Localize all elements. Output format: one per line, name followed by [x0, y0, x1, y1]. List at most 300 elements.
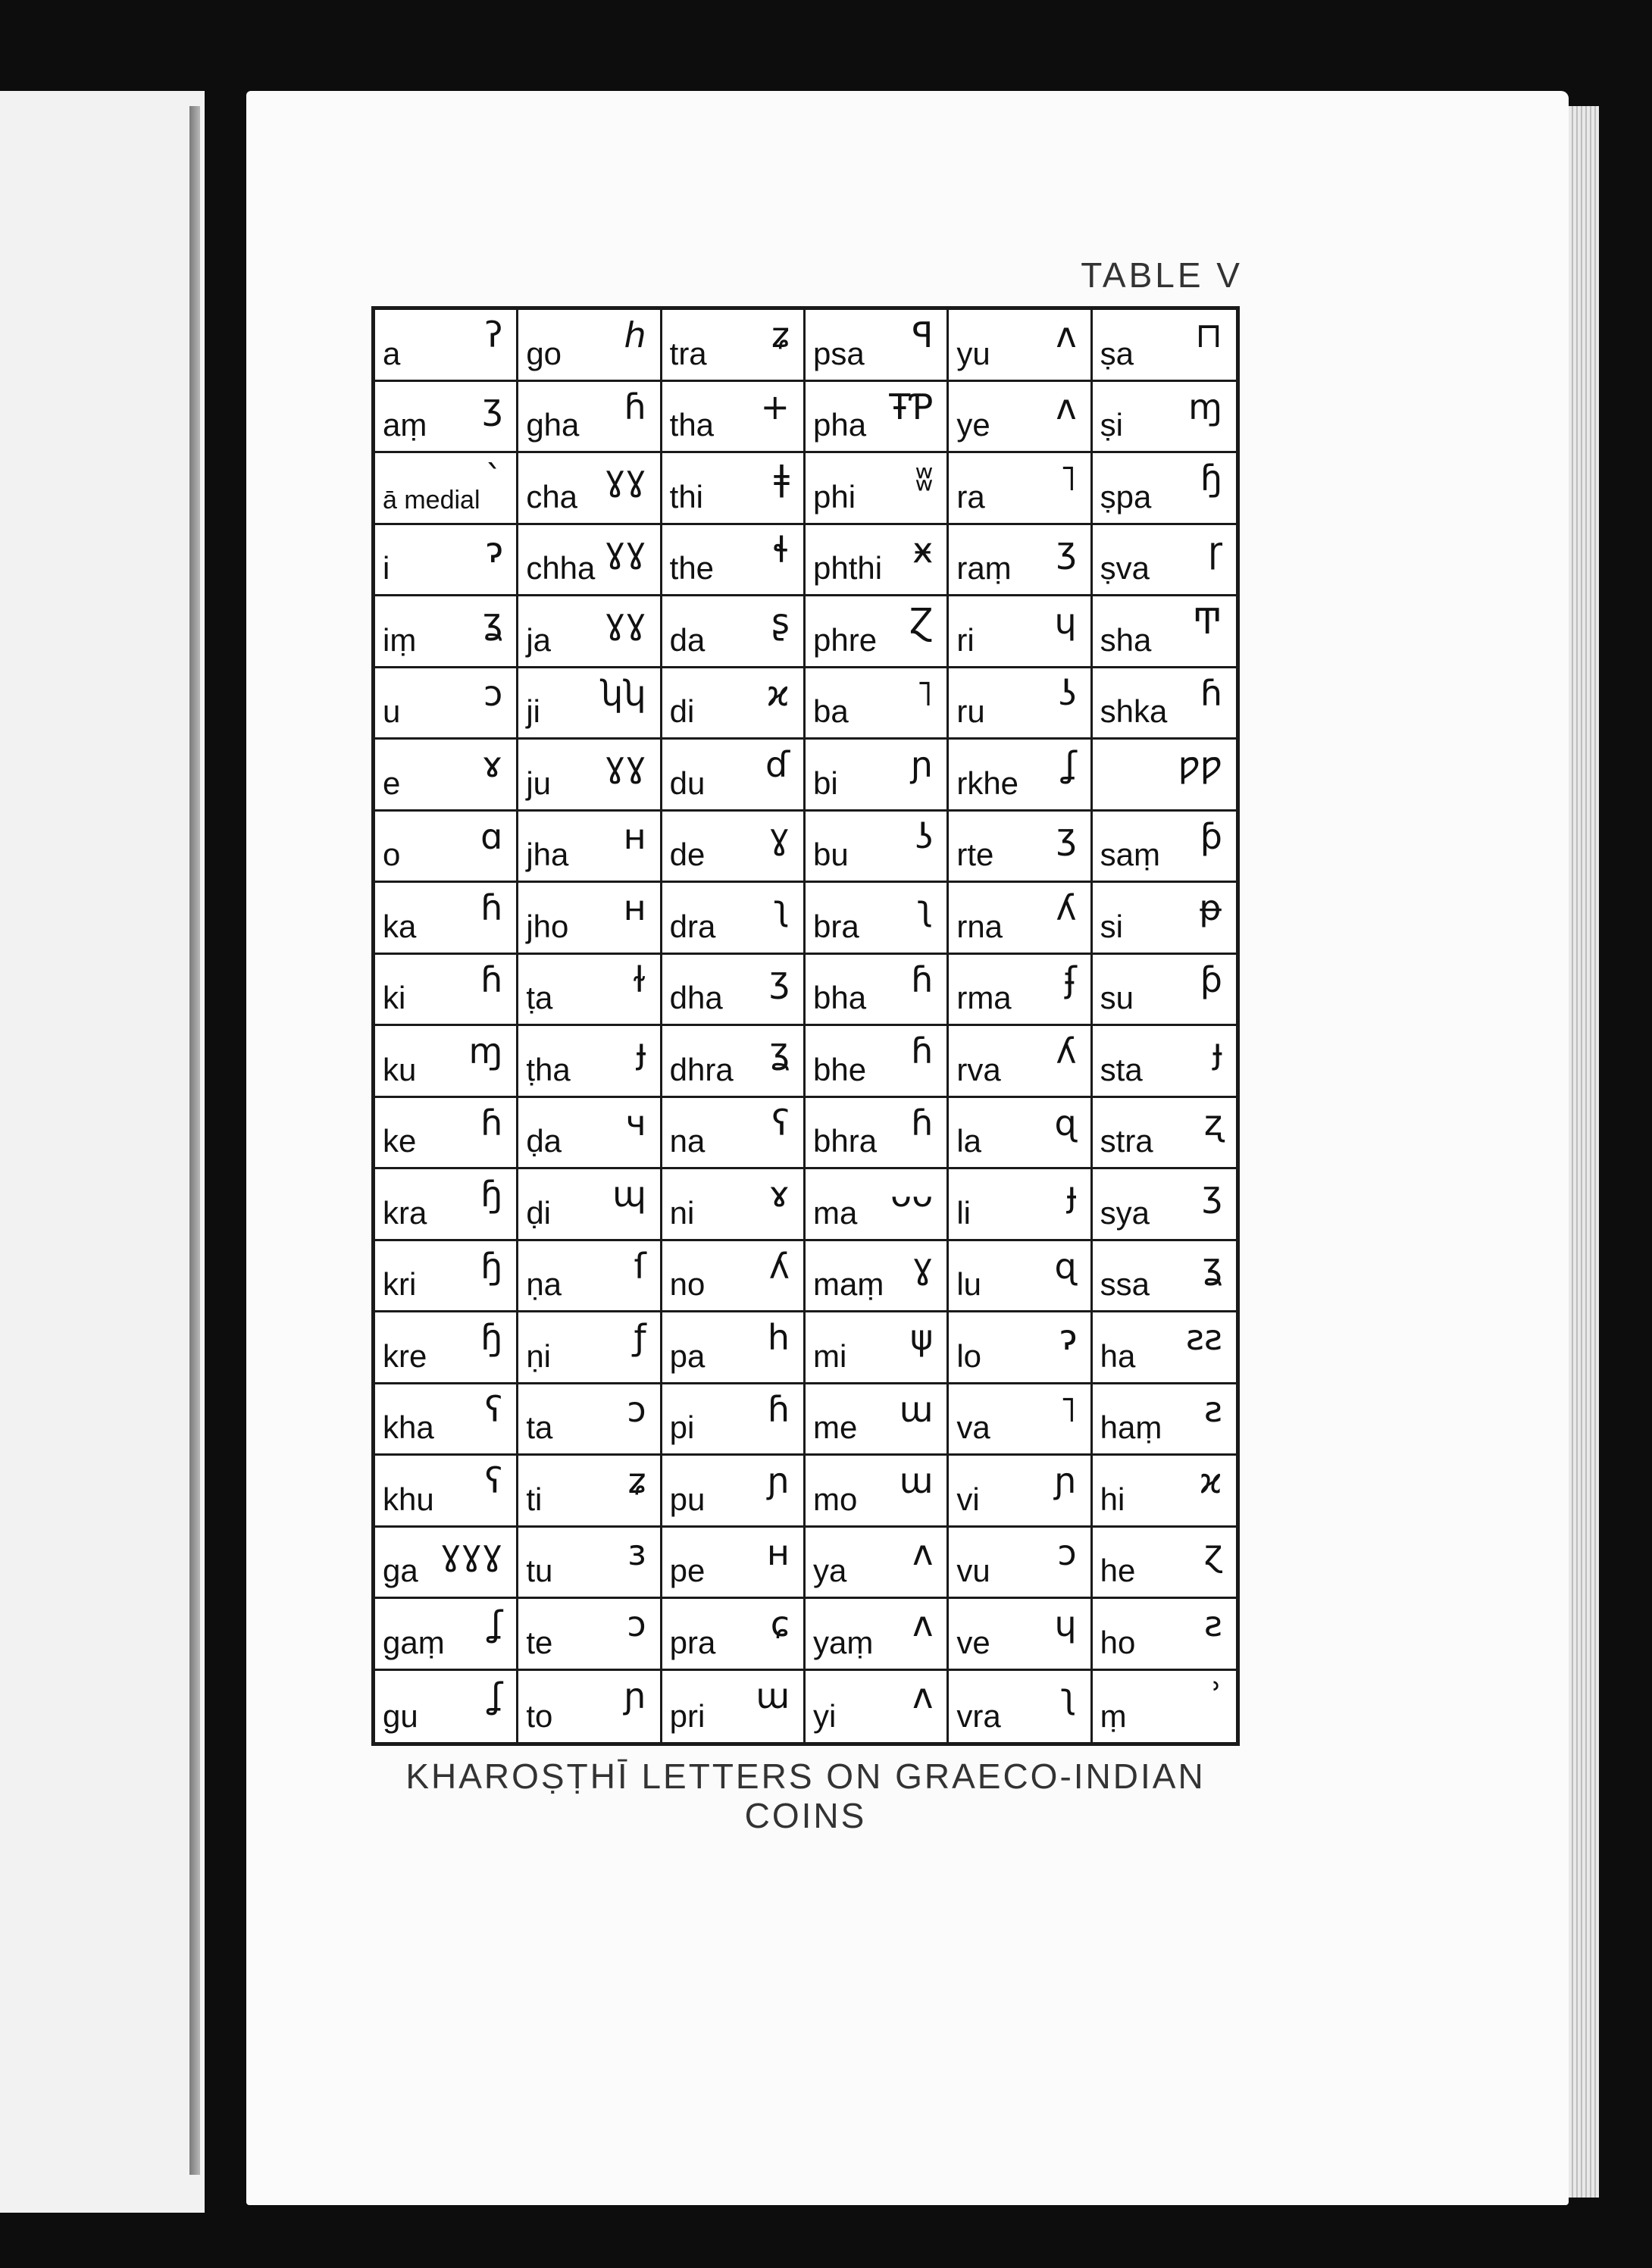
- kharosthi-glyph: ɑ: [480, 815, 503, 857]
- kharosthi-glyph: ʕ: [771, 1102, 790, 1143]
- transliteration-label: to: [526, 1698, 553, 1734]
- kharosthi-glyph: ʾ: [1211, 1675, 1222, 1716]
- kharosthi-glyph: ɲ: [623, 1675, 646, 1716]
- kharosthi-glyph: ʎ: [768, 1245, 790, 1287]
- table-cell: [949, 453, 1092, 525]
- kharosthi-glyph: ⊓: [1195, 314, 1222, 355]
- transliteration-label: shka: [1100, 693, 1168, 729]
- table-cell: [375, 955, 518, 1027]
- kharosthi-glyph: ɣɣ: [604, 529, 646, 571]
- table-cell: [662, 1026, 806, 1098]
- kharosthi-glyph: ɟ: [636, 1031, 646, 1071]
- kharosthi-glyph: ɧ: [480, 1174, 503, 1215]
- table-cell: [662, 1312, 806, 1384]
- table-cell: [1093, 525, 1236, 597]
- table-cell: [375, 1098, 518, 1170]
- table-cell: [1093, 1384, 1236, 1456]
- kharosthi-glyph: ɧ: [480, 1245, 503, 1287]
- kharosthi-glyph: ɼ: [1208, 529, 1222, 571]
- table-cell: [662, 955, 806, 1027]
- kharosthi-glyph: ʒ: [769, 959, 790, 1000]
- table-cell: [1093, 382, 1236, 454]
- kharosthi-glyph: ɜ: [627, 1531, 646, 1573]
- table-cell: [806, 1026, 949, 1098]
- table-cell: [949, 1098, 1092, 1170]
- table-cell: [806, 812, 949, 884]
- transliteration-label: rna: [956, 908, 1003, 944]
- transliteration-label: ku: [383, 1051, 417, 1087]
- table-cell: [375, 596, 518, 668]
- kharosthi-glyph: ʎ: [1056, 887, 1077, 928]
- transliteration-label: ki: [383, 980, 406, 1015]
- table-cell: [662, 668, 806, 740]
- transliteration-label: ye: [956, 407, 990, 443]
- kharosthi-glyph: ɔ: [627, 1603, 646, 1644]
- transliteration-label: pra: [669, 1624, 716, 1660]
- kharosthi-glyph: ɲ: [1053, 1460, 1077, 1501]
- transliteration-label: de: [669, 837, 706, 872]
- table-cell: [1093, 1241, 1236, 1313]
- transliteration-label: na: [669, 1123, 706, 1159]
- transliteration-label: kre: [383, 1337, 427, 1374]
- facing-page: [0, 91, 205, 2213]
- transliteration-label: ta: [526, 1409, 553, 1445]
- table-cell: [518, 1456, 662, 1528]
- kharosthi-glyph: ʆ: [490, 1603, 503, 1644]
- table-cell: [518, 1671, 662, 1743]
- transliteration-label: da: [669, 621, 706, 658]
- table-cell: [806, 525, 949, 597]
- kharosthi-glyph: ɧ: [1200, 458, 1222, 499]
- kharosthi-glyph: ʐ: [1203, 1102, 1222, 1143]
- table-cell: [806, 453, 949, 525]
- kharosthi-glyph: ʑ: [627, 1460, 646, 1501]
- table-cell: [662, 740, 806, 812]
- table-cell: [518, 310, 662, 382]
- kharosthi-glyph: ɦ: [624, 386, 646, 427]
- table-cell: [518, 453, 662, 525]
- table-cell: [806, 596, 949, 668]
- kharosthi-glyph: ŦƤ: [889, 386, 934, 427]
- table-cell: [375, 453, 518, 525]
- table-cell: [662, 812, 806, 884]
- kharosthi-glyph: ƨ: [1204, 1603, 1222, 1644]
- kharosthi-glyph: ʒ: [482, 386, 503, 427]
- table-cell: [949, 668, 1092, 740]
- kharosthi-glyph: ʑ: [771, 314, 790, 355]
- table-caption: [371, 1757, 1240, 1835]
- transliteration-label: gu: [383, 1698, 418, 1734]
- transliteration-label: aṃ: [383, 407, 427, 443]
- table-cell: [806, 1671, 949, 1743]
- transliteration-label: pe: [669, 1553, 706, 1588]
- transliteration-label: kha: [383, 1409, 434, 1445]
- kharosthi-glyph: ʔ: [484, 314, 503, 355]
- table-cell: [949, 1456, 1092, 1528]
- transliteration-label: vra: [956, 1698, 1001, 1734]
- kharosthi-glyph: +: [760, 386, 790, 427]
- transliteration-label: ti: [526, 1481, 543, 1517]
- table-cell: [1093, 1599, 1236, 1671]
- transliteration-label: bhe: [812, 1051, 867, 1087]
- table-cell: [662, 1528, 806, 1600]
- caption-line-1: KHAROṢṬHĪ LETTERS ON GRAECO-INDIAN: [405, 1757, 1206, 1796]
- table-cell: [949, 1241, 1092, 1313]
- transliteration-label: ṃ: [1100, 1698, 1127, 1734]
- kharosthi-glyph: Ɀ: [909, 601, 934, 642]
- kharosthi-glyph: ɥ: [1054, 1603, 1077, 1644]
- transliteration-label: ḍi: [526, 1194, 552, 1231]
- kharosthi-glyph: ˋ: [485, 458, 503, 499]
- table-cell: [518, 668, 662, 740]
- kharosthi-glyph: ʕ: [484, 1460, 503, 1501]
- table-cell: [375, 883, 518, 955]
- table-cell: [518, 1599, 662, 1671]
- transliteration-label: e: [383, 765, 401, 801]
- kharosthi-glyph: ɬ: [772, 529, 790, 571]
- transliteration-label: rkhe: [956, 765, 1019, 801]
- transliteration-label: vi: [956, 1481, 980, 1517]
- transliteration-label: psa: [812, 335, 865, 371]
- kharosthi-glyph: ɟ: [1066, 1174, 1077, 1215]
- kharosthi-glyph: Ͳ: [1192, 601, 1222, 642]
- table-cell: [375, 1456, 518, 1528]
- transliteration-label: jha: [526, 837, 569, 872]
- table-cell: [518, 382, 662, 454]
- kharosthi-glyph: ɲ: [910, 744, 934, 785]
- transliteration-label: lu: [956, 1266, 982, 1302]
- kharosthi-glyph: ʕ: [484, 1388, 503, 1430]
- transliteration-label: tu: [526, 1553, 553, 1588]
- table-cell: [1093, 1671, 1236, 1743]
- kharosthi-glyph: ӿ: [912, 529, 934, 571]
- kharosthi-glyph: ʖ: [1059, 672, 1077, 714]
- transliteration-label: bha: [812, 980, 867, 1015]
- table-cell: [662, 1169, 806, 1241]
- kharosthi-glyph: ɲ: [767, 1460, 790, 1501]
- transliteration-label: ssa: [1100, 1266, 1150, 1302]
- table-cell: [1093, 1528, 1236, 1600]
- table-cell: [1093, 453, 1236, 525]
- transliteration-label: ju: [526, 765, 552, 801]
- transliteration-label: ru: [956, 693, 985, 729]
- transliteration-label: stra: [1100, 1123, 1153, 1159]
- transliteration-label: me: [812, 1409, 858, 1445]
- transliteration-label: bhra: [812, 1123, 878, 1159]
- kharosthi-glyph: ψ: [909, 1317, 934, 1358]
- kharosthi-glyph: ɣɣ: [604, 744, 646, 785]
- table-cell: [806, 668, 949, 740]
- transliteration-label: pri: [669, 1698, 706, 1734]
- transliteration-label: dra: [669, 908, 716, 944]
- table-cell: [662, 1456, 806, 1528]
- transliteration-label: lo: [956, 1337, 982, 1374]
- transliteration-label: ga: [383, 1553, 418, 1588]
- table-cell: [375, 1528, 518, 1600]
- table-cell: [375, 1241, 518, 1313]
- transliteration-label: sya: [1100, 1194, 1150, 1231]
- kharosthi-glyph: ʌ: [1056, 386, 1077, 427]
- table-cell: [806, 955, 949, 1027]
- kharosthi-glyph: ʅ: [917, 887, 934, 928]
- kharosthi-glyph: ʆ: [490, 1675, 503, 1716]
- transliteration-label: go: [526, 335, 562, 371]
- table-cell: [949, 1671, 1092, 1743]
- table-cell: [375, 525, 518, 597]
- table-cell: [806, 1528, 949, 1600]
- table-cell: [662, 596, 806, 668]
- transliteration-label: tha: [669, 407, 715, 443]
- table-cell: [806, 1456, 949, 1528]
- transliteration-label: va: [956, 1409, 990, 1445]
- kharosthi-glyph: ɗ: [765, 744, 790, 785]
- kharosthi-glyph: ɤ: [768, 1174, 790, 1215]
- transliteration-label: phthi: [812, 550, 883, 586]
- table-cell: [518, 740, 662, 812]
- kharosthi-glyph: ʌ: [912, 1603, 934, 1644]
- kharosthi-glyph: ɦ: [480, 1102, 503, 1143]
- table-cell: [806, 1241, 949, 1313]
- transliteration-label: yi: [812, 1698, 837, 1734]
- table-cell: [662, 382, 806, 454]
- transliteration-label: yaṃ: [812, 1624, 874, 1660]
- kharosthi-glyph: ɤ: [481, 744, 503, 785]
- kharosthi-glyph: ɦ: [480, 887, 503, 928]
- transliteration-label: i: [383, 550, 390, 586]
- kharosthi-glyph: ʅ: [773, 887, 790, 928]
- transliteration-label: ma: [812, 1194, 858, 1231]
- transliteration-label: maṃ: [812, 1266, 884, 1302]
- table-cell: [806, 1169, 949, 1241]
- transliteration-label: mo: [812, 1481, 858, 1517]
- table-cell: [949, 883, 1092, 955]
- transliteration-label: pi: [669, 1409, 695, 1445]
- table-cell: [375, 382, 518, 454]
- kharosthi-glyph: ɫ: [632, 959, 646, 1000]
- table-cell: [375, 1026, 518, 1098]
- transliteration-label: cha: [526, 478, 578, 515]
- kharosthi-glyph: ʒ: [1056, 815, 1077, 857]
- table-cell: [375, 668, 518, 740]
- table-cell: [949, 596, 1092, 668]
- kharosthi-glyph: ʓ: [769, 1031, 790, 1071]
- kharosthi-glyph: ʌ: [912, 1675, 934, 1716]
- transliteration-label: kra: [383, 1194, 427, 1231]
- kharosthi-glyph: ʜ: [766, 1531, 790, 1573]
- kharosthi-glyph: ɥ: [1054, 601, 1077, 642]
- table-cell: [662, 1241, 806, 1313]
- transliteration-label: no: [669, 1266, 706, 1302]
- table-cell: [662, 883, 806, 955]
- transliteration-label: du: [669, 765, 706, 801]
- table-cell: [518, 1026, 662, 1098]
- kharosthi-glyph: ɦ: [767, 1388, 790, 1430]
- transliteration-label: la: [956, 1123, 982, 1159]
- kharosthi-glyph: ɀ: [1203, 1531, 1222, 1573]
- kharosthi-glyph: ʆ: [1065, 744, 1077, 785]
- table-cell: [518, 1312, 662, 1384]
- transliteration-label: ṣpa: [1100, 478, 1152, 515]
- transliteration-label: ni: [669, 1194, 695, 1231]
- table-cell: [662, 310, 806, 382]
- transliteration-label: phre: [812, 621, 878, 658]
- page-edges: [1569, 106, 1599, 2198]
- kharosthi-glyph: ʒ: [1056, 529, 1077, 571]
- table-cell: [1093, 1026, 1236, 1098]
- transliteration-label: ṇi: [526, 1337, 552, 1374]
- transliteration-label: iṃ: [383, 621, 417, 658]
- table-cell: [1093, 740, 1236, 812]
- kharosthi-glyph: ˥: [1059, 1388, 1077, 1430]
- kharosthi-glyph: ч: [625, 1102, 646, 1143]
- kharosthi-glyph: ƒ: [634, 1317, 646, 1358]
- transliteration-label: ṣva: [1100, 550, 1150, 586]
- kharosthi-glyph: ɂ: [1059, 1317, 1077, 1358]
- transliteration-label: dhra: [669, 1051, 734, 1087]
- kharosthi-glyph: ƥ: [1200, 959, 1222, 1000]
- transliteration-label: ba: [812, 693, 849, 729]
- kharosthi-glyph: ᵽ: [1199, 887, 1222, 928]
- transliteration-label: ke: [383, 1123, 417, 1159]
- transliteration-label: pha: [812, 407, 867, 443]
- transliteration-label: ā medial: [383, 485, 480, 515]
- kharosthi-glyph: ƥ: [1200, 815, 1222, 857]
- kharosthi-glyph: ɔ: [483, 672, 503, 714]
- transliteration-label: he: [1100, 1553, 1136, 1588]
- kharosthi-glyph: ʒ: [1202, 1174, 1222, 1215]
- transliteration-label: rva: [956, 1051, 1001, 1087]
- table-cell: [375, 812, 518, 884]
- transliteration-label: mi: [812, 1337, 847, 1374]
- book-gutter: [189, 106, 200, 2175]
- kharosthi-glyph: ʄ: [1065, 959, 1077, 1000]
- table-cell: [949, 382, 1092, 454]
- transliteration-label: ri: [956, 621, 975, 658]
- transliteration-label: ṇa: [526, 1266, 562, 1302]
- transliteration-label: u: [383, 693, 401, 729]
- kharosthi-glyph: ϰ: [1199, 1460, 1222, 1501]
- transliteration-label: kri: [383, 1266, 417, 1302]
- kharosthi-glyph: ɣɣɣ: [440, 1531, 503, 1573]
- kharosthi-glyph: ɂ: [486, 529, 503, 571]
- transliteration-label: chha: [526, 550, 596, 586]
- kharosthi-glyph: ˥: [915, 672, 934, 714]
- table-cell: [1093, 310, 1236, 382]
- kharosthi-glyph: ɦ: [1200, 672, 1222, 714]
- table-cell: [662, 1671, 806, 1743]
- transliteration-label: bra: [812, 908, 859, 944]
- table-cell: [518, 1528, 662, 1600]
- transliteration-label: saṃ: [1100, 837, 1161, 872]
- table-cell: [949, 1312, 1092, 1384]
- table-cell: [375, 1169, 518, 1241]
- table-cell: [518, 525, 662, 597]
- table-cell: [806, 310, 949, 382]
- transliteration-label: rma: [956, 980, 1012, 1015]
- transliteration-label: sha: [1100, 621, 1152, 658]
- table-cell: [949, 310, 1092, 382]
- transliteration-label: haṃ: [1100, 1409, 1162, 1445]
- table-cell: [949, 1599, 1092, 1671]
- kharosthi-glyph: ƨ: [1204, 1388, 1222, 1430]
- transliteration-label: ha: [1100, 1337, 1136, 1374]
- kharosthi-glyph: ǂ: [773, 458, 790, 499]
- kharosthi-glyph: ʖ: [915, 815, 934, 857]
- table-cell: [1093, 1098, 1236, 1170]
- transliteration-label: o: [383, 837, 401, 872]
- transliteration-label: thi: [669, 478, 704, 515]
- transliteration-label: tra: [669, 335, 707, 371]
- transliteration-label: vu: [956, 1553, 990, 1588]
- transliteration-label: ṭha: [526, 1051, 571, 1087]
- table-cell: [806, 740, 949, 812]
- kharosthi-glyph: ɦ: [480, 959, 503, 1000]
- table-cell: [1093, 812, 1236, 884]
- table-cell: [949, 1169, 1092, 1241]
- transliteration-label: ka: [383, 908, 417, 944]
- table-cell: [806, 883, 949, 955]
- transliteration-label: hi: [1100, 1481, 1125, 1517]
- transliteration-label: a: [383, 335, 401, 371]
- table-cell: [518, 596, 662, 668]
- transliteration-label: jho: [526, 908, 569, 944]
- table-cell: [949, 740, 1092, 812]
- table-cell: [806, 1384, 949, 1456]
- transliteration-label: bu: [812, 837, 849, 872]
- kharosthi-glyph: ɣɣ: [604, 601, 646, 642]
- table-cell: [806, 1098, 949, 1170]
- kharosthi-glyph: ɦ: [911, 959, 934, 1000]
- kharosthi-glyph: ƨƨ: [1186, 1317, 1222, 1358]
- transliteration-label: yu: [956, 335, 990, 371]
- kharosthi-glyph: ɕ: [770, 1603, 790, 1644]
- table-cell: [518, 812, 662, 884]
- transliteration-label: di: [669, 693, 695, 729]
- table-cell: [518, 955, 662, 1027]
- kharosthi-glyph: ɣ: [768, 815, 790, 857]
- kharosthi-glyph: ɣ: [912, 1245, 934, 1287]
- table-cell: [1093, 1169, 1236, 1241]
- kharosthi-glyph: ʓ: [482, 601, 503, 642]
- kharosthi-glyph: ſ: [634, 1245, 646, 1287]
- transliteration-label: dha: [669, 980, 723, 1015]
- transliteration-label: pu: [669, 1481, 706, 1517]
- table-cell: [949, 955, 1092, 1027]
- table-cell: [375, 1599, 518, 1671]
- kharosthi-glyph: ɋ: [1054, 1245, 1077, 1287]
- kharosthi-glyph: ɯ: [899, 1460, 934, 1501]
- table-cell: [949, 525, 1092, 597]
- table-cell: [518, 1169, 662, 1241]
- transliteration-label: khu: [383, 1481, 434, 1517]
- transliteration-label: te: [526, 1624, 553, 1660]
- kharosthi-glyph: ʜ: [623, 887, 646, 928]
- table-cell: [375, 1384, 518, 1456]
- table-cell: [662, 1599, 806, 1671]
- transliteration-label: su: [1100, 980, 1134, 1015]
- kharosthi-glyph: ɋ: [1054, 1102, 1077, 1143]
- transliteration-label: phi: [812, 478, 856, 515]
- kharosthi-glyph: ɱ: [468, 1031, 503, 1071]
- transliteration-label: ya: [812, 1553, 847, 1588]
- kharosthi-glyph: ʮʮ: [599, 672, 646, 714]
- transliteration-label: ṣi: [1100, 407, 1123, 443]
- transliteration-label: the: [669, 550, 715, 586]
- kharosthi-glyph: ɯ: [756, 1675, 790, 1716]
- table-cell: [518, 1098, 662, 1170]
- kharosthi-glyph: h: [767, 1317, 790, 1358]
- kharosthi-glyph: ʌ: [912, 1531, 934, 1573]
